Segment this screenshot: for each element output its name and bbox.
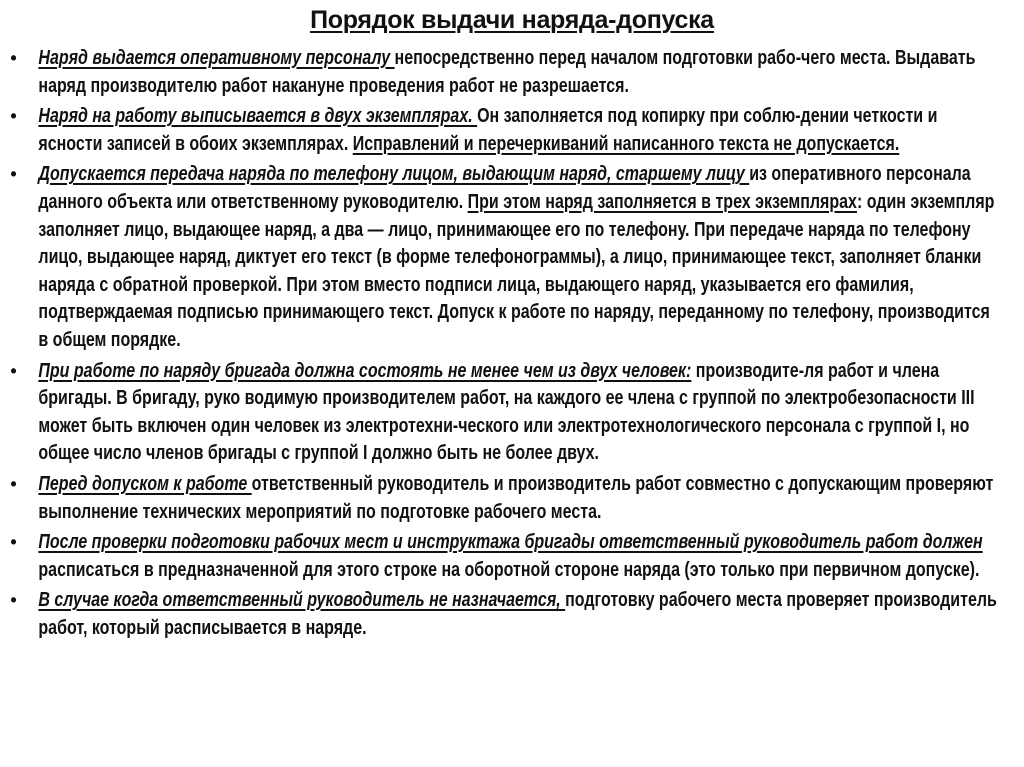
list-item (0, 358, 998, 468)
list-item (0, 529, 998, 584)
bullet-icon: • (10, 164, 17, 185)
item-lead: Наряд выдается оперативному персоналу (38, 47, 395, 69)
item-underlined-text: При этом наряд заполняется в трех экземплярах (467, 190, 857, 213)
bullet-icon: • (10, 106, 17, 127)
item-text: Он заполняется под копирку при соблю-дении четкости и ясности записей в обоих экземплярах. (38, 105, 938, 155)
item-lead: При работе по наряду бригада должна состоять не менее чем из двух человек: (38, 359, 692, 382)
item-lead: После проверки подготовки рабочих мест и инструктажа бригады ответственный руководитель работ должен (38, 531, 983, 554)
item-text: непосредственно перед началом подготовки рабо-чего места. Выдавать наряд производителю работ накануне проведения работ не разрешается. (38, 47, 976, 97)
list-item (0, 161, 998, 354)
list-item (0, 471, 998, 526)
page-title: Порядок выдачи наряда-допуска (310, 6, 714, 34)
item-lead: Перед допуском к работе (38, 472, 252, 495)
bullet-icon: • (10, 473, 17, 494)
bullet-icon: • (10, 48, 17, 68)
item-underlined-text: Исправлений и перечеркиваний написанного текста не допускается. (352, 132, 900, 155)
item-text-after: : один экземпляр заполняет лицо, выдающее наряд, а два — лицо, принимающее его по телефону. При передаче наряда по телефону лицо, выдающее наряд, диктует его текст (в форме телефонограммы), а лицо, принимающее текст, заполняет бланки наряда с обратной проверкой. При этом вместо подписи лица, выдающего наряд, указывается его фамилия, подтверждаемая подписью принимающего текст. Допуск к работе по наряду, переданному по телефону, производится в общем порядке. (38, 190, 995, 351)
item-text: производите-ля работ и члена бригады. В бригаду, руко водимую производителем работ, на каждого ее члена с группой по электробезопасности III может быть включен один человек из электротехни-ческого или электротехнологического персонала с группой I, но общее число членов бригады с группой I должно быть не более двух. (38, 359, 975, 465)
item-text: ответственный руководитель и производитель работ совместно с допускающим проверяют выполнение технических мероприятий по подготовке рабочего места. (38, 472, 994, 523)
bullet-list (0, 45, 1024, 645)
item-text: подготовку рабочего места проверяет производитель работ, который расписывается в наряде. (38, 589, 997, 639)
list-item (0, 103, 998, 158)
list-item (0, 45, 998, 100)
item-lead: Наряд на работу выписывается в двух экземплярах. (38, 105, 478, 128)
bullet-icon: • (10, 590, 17, 611)
item-lead: В случае когда ответственный руководитель не назначается, (38, 589, 566, 612)
item-text: из оперативного персонала данного объекта или ответственному руководителю. (38, 163, 971, 213)
bullet-icon: • (10, 360, 17, 381)
item-text: расписаться в предназначенной для этого строке на оборотной стороне наряда (это только при первичном допуске). (38, 558, 980, 581)
item-lead: Допускается передача наряда по телефону лицом, выдающим наряд, старшему лицу (38, 163, 750, 186)
bullet-icon: • (10, 532, 17, 553)
list-item (0, 587, 998, 642)
